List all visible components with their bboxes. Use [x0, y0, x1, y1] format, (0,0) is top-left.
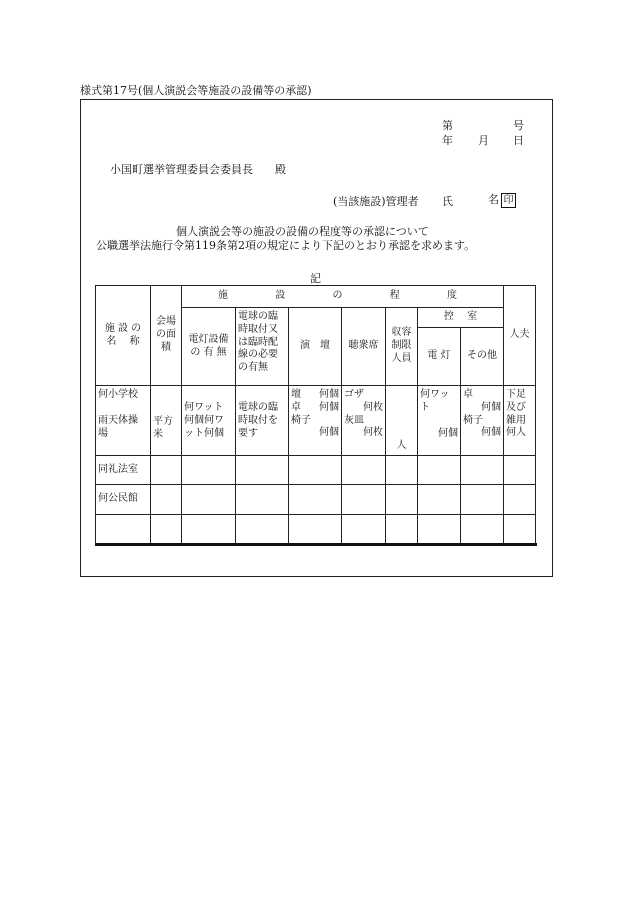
header-area: 会場 の面 積: [151, 286, 182, 386]
date-day-label: 日: [513, 134, 524, 147]
table-bottom-rule: [95, 543, 537, 546]
header-capacity: 収容 制限 人員: [386, 308, 418, 386]
date-month-label: 月: [478, 134, 489, 147]
table-row: [96, 386, 536, 456]
row1-seats: ゴザ 何枚 灰皿 何枚: [342, 386, 386, 456]
row1-area: 平方 米: [151, 386, 182, 456]
header-facility-name: 施 設 の 名 称: [96, 286, 151, 386]
facility-table: [95, 285, 536, 546]
subject-line-2: 公職選挙法施行令第119条第2項の規定により下記のとおり承認を求めます。: [96, 239, 476, 252]
table-row: [96, 515, 536, 546]
date-year-label: 年: [442, 134, 453, 147]
row1-electric: 何ワット 何個何ワ ット何個: [182, 386, 236, 456]
manager-mei-text: 名: [488, 193, 499, 206]
subject-line-1: 個人演説会等の施設の設備の程度等の承認について: [176, 225, 429, 238]
seal-mark: 印: [501, 193, 516, 208]
row3-name: 何公民館: [96, 485, 151, 515]
manager-role: (当該施設)管理者: [333, 195, 419, 208]
row2-name: 同礼法室: [96, 456, 151, 485]
row1-temp-wiring: 電球の臨 時取付を 要す: [236, 386, 289, 456]
header-waiting-other: その他: [461, 328, 504, 386]
row4-name: [96, 515, 151, 546]
header-temp-wiring: 電球の臨 時取付又 は臨時配 線の必要 の有無: [236, 308, 289, 386]
table-row: [96, 485, 536, 515]
addressee: 小国町選挙管理委員会委員長 殿: [110, 163, 286, 176]
header-staff: 人夫: [504, 286, 536, 386]
header-waiting-room: 控 室: [418, 308, 504, 328]
number-dai-label: 第: [442, 119, 453, 132]
manager-shi-label: 氏: [442, 195, 453, 208]
form-title: 様式第17号(個人演説会等施設の設備等の承認): [80, 84, 312, 97]
row1-staff: 下足 及び 雑用 何人: [504, 386, 536, 456]
row1-waiting-other: 卓 何個 椅子 何個: [461, 386, 504, 456]
row1-waiting-light: 何ワッ ト 何個: [418, 386, 461, 456]
manager-mei-label: [488, 193, 516, 208]
header-waiting-light: 電 灯: [418, 328, 461, 386]
ki-label: 記: [310, 272, 321, 285]
header-facility-level: 施 設 の 程 度: [182, 286, 504, 308]
row1-stage: 壇 何個 卓 何個 椅子 何個: [289, 386, 342, 456]
number-go-label: 号: [513, 119, 524, 132]
header-electric: 電灯設備 の 有 無: [182, 308, 236, 386]
table-row: [96, 456, 536, 485]
header-stage: 演 壇: [289, 308, 342, 386]
header-seats: 聴衆席: [342, 308, 386, 386]
row1-capacity: 人: [386, 386, 418, 456]
row1-name: 何小学校 雨天体操 場: [96, 386, 151, 456]
